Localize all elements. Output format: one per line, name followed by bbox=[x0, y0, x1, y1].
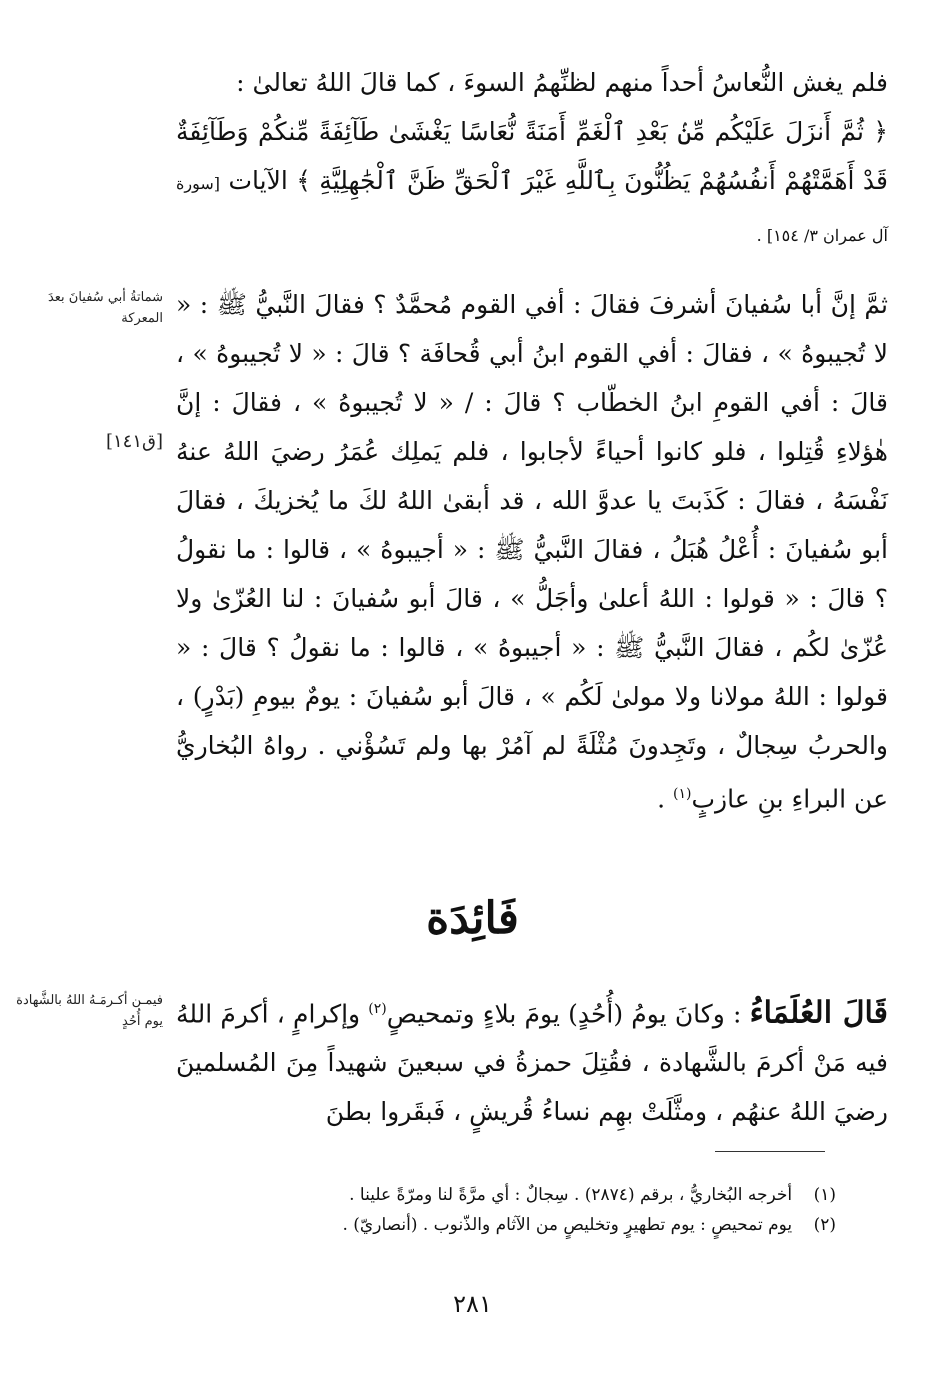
narration-text: ثمَّ إنَّ أبا سُفيانَ أشرفَ فقالَ : أفي القوم مُحمَّدٌ ؟ فقالَ النَّبيُّ ﷺ : « لا تُجيبوهُ » ، فقالَ : أفي القوم ابنُ أبي قُحافَة ؟ قالَ : « لا تُجيبوهُ » ، قالَ : أفي القومِ ابنُ الخطّاب ؟ قالَ : / « لا تُجيبوهُ » ، فقالَ : إنَّ هٰؤلاءِ قُتِلوا ، فلو كانوا أحياءً لأجابوا ، فلم يَملِك عُمَرُ رضيَ اللهُ عنهُ نَفْسَهُ ، فقالَ : كَذَبتَ يا عدوَّ الله ، قد أبقىٰ اللهُ لكَ ما يُخزيكَ ، فقالَ أبو سُفيانَ : أُعْلُ هُبَلُ ، فقالَ النَّبيُّ ﷺ : « أجيبوهُ » ، قالوا : ما نقولُ ؟ قالَ : « قولوا : اللهُ أعلىٰ وأجَلُّ » ، قالَ أبو سُفيانَ : لنا العُزّىٰ ولا عُزّىٰ لكُم ، فقالَ النَّبيُّ ﷺ : « أجيبوهُ » ، قالوا : ما نقولُ ؟ قالَ : « قولوا : اللهُ مولانا ولا مولىٰ لَكُم » ، قالَ أبو سُفيانَ : يومٌ بيومِ (بَدْرٍ) ، والحربُ سِجالٌ ، وتَجِدونَ مُثْلَةً لم آمُرْ بها ولم تَسُؤْني . رواهُ البُخاريُّ عن البراءِ بنِ عازبٍ bbox=[176, 290, 888, 814]
footnote-ref-1: (١) bbox=[673, 786, 692, 802]
scholars-text-b: وإكرامٍ ، أكرمَ اللهُ فيه مَنْ أكرمَ بالشَّهادة ، فقُتِلَ حمزةُ في سبعينَ شهيداً مِنَ المُسلمينَ رضيَ اللهُ عنهُم ، ومثَّلَتْ بهِم نساءُ قُريشٍ ، فَبقَروا بطنَ bbox=[176, 999, 888, 1127]
verse-suffix: الآيات bbox=[228, 166, 288, 195]
footnote-1 bbox=[176, 1180, 836, 1210]
verse-text: ﴿ ثُمَّ أَنزَلَ عَلَيْكُم مِّنۢ بَعْدِ ٱلْغَمِّ أَمَنَةً نُّعَاسًا يَغْشَىٰ طَآئِفَةً مِّنكُمْ وَطَآئِفَةٌ قَدْ أَهَمَّتْهُمْ أَنفُسُهُمْ يَظُنُّونَ بِٱللَّهِ غَيْرَ ٱلْحَقِّ ظَنَّ ٱلْجَٰهِلِيَّةِ ﴾ bbox=[176, 117, 889, 195]
margin-note-martyrs: فيمـن أكـرمَـهُ اللهُ بالشَّهادة يوم أُحُدٍ bbox=[16, 993, 163, 1029]
footnote-text: أخرجه البُخاريُّ ، برقم (٢٨٧٤) . سِجالٌ : أي مرَّةً لنا ومرّةً علينا . bbox=[349, 1185, 793, 1205]
quran-verse bbox=[176, 107, 888, 260]
footnote-number: (١) bbox=[813, 1185, 836, 1205]
footnote-ref-2: (٢) bbox=[368, 1001, 387, 1017]
scholars-label: قَالَ العُلَمَاءُ bbox=[749, 995, 888, 1031]
intro-line: فلم يغش النُّعاسُ أحداً منهم لظنِّهمُ السوءَ ، كما قالَ اللهُ تعالىٰ : bbox=[236, 68, 888, 97]
footnote-divider bbox=[715, 1151, 825, 1152]
narration-paragraph bbox=[176, 280, 888, 823]
margin-note-abu-sufyan: شماتةُ أبي سُفيانَ بعدَ المعركة bbox=[47, 290, 163, 326]
scholars-paragraph bbox=[176, 985, 888, 1136]
footnote-number: (٢) bbox=[813, 1215, 836, 1235]
scholars-text-a: : وكانَ يومُ (أُحُدٍ) يومَ بلاءٍ وتمحيصٍ bbox=[386, 999, 750, 1029]
page-number: ٢٨١ bbox=[453, 1290, 492, 1318]
intro-paragraph bbox=[176, 58, 888, 260]
footnote-text: يوم تمحيصٍ : يوم تطهيرٍ وتخليصٍ من الآثام والذّنوب . (أنصاريّ) . bbox=[342, 1215, 793, 1235]
footnotes bbox=[176, 1180, 836, 1240]
footnote-2 bbox=[176, 1210, 836, 1240]
narration-end: . bbox=[657, 784, 673, 814]
section-heading: فَائِدَة bbox=[426, 893, 519, 944]
manuscript-ref-marker: [ق١٤١] bbox=[105, 431, 163, 452]
verse-citation: [سورة آل عمران ٣/ ١٥٤] . bbox=[176, 174, 888, 245]
